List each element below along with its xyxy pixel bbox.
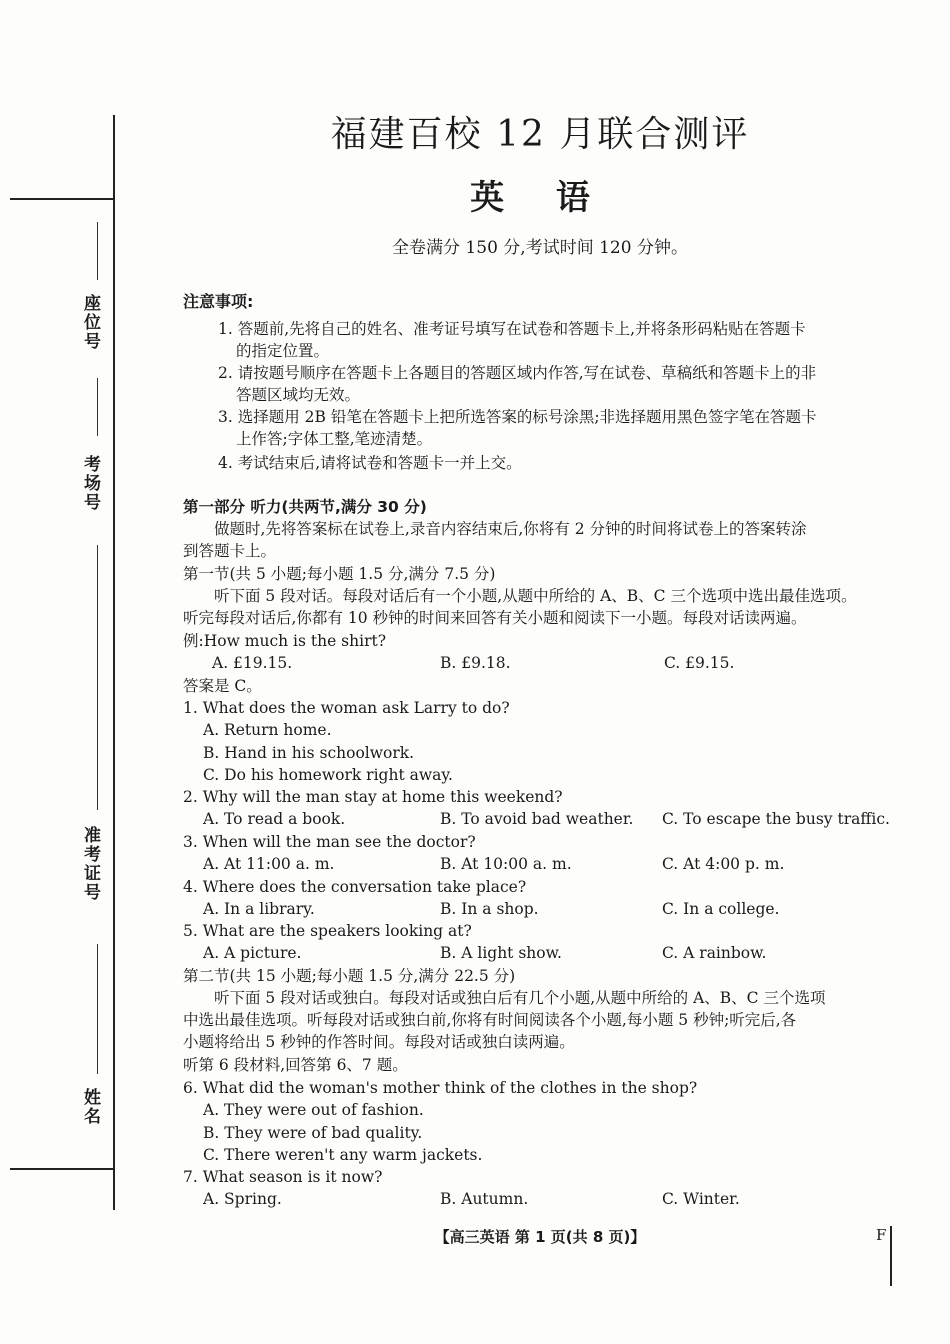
page-footer: 【高三英语 第 1 页(共 8 页)】: [434, 1228, 646, 1246]
section2-intro: 听下面 5 段对话或独白。每段对话或独白后有几个小题,从题中所给的 A、B、C 三个选项: [214, 989, 826, 1007]
exam-subject: 英 语: [470, 178, 610, 218]
option-a: A. Spring.: [203, 1190, 282, 1208]
notes-heading: 注意事项:: [183, 292, 254, 311]
option-a: A. At 11:00 a. m.: [203, 855, 335, 873]
option-b: B. At 10:00 a. m.: [440, 855, 572, 873]
right-edge-rule: [890, 1226, 892, 1286]
option-b: B. To avoid bad weather.: [440, 810, 634, 828]
part1-intro: 到答题卡上。: [183, 542, 277, 560]
question-stem: 1. What does the woman ask Larry to do?: [183, 699, 510, 717]
example-option-a: A. £19.15.: [212, 654, 293, 672]
option-c: C. A rainbow.: [662, 944, 767, 962]
exam-title: 福建百校 12 月联合测评: [330, 114, 750, 155]
option-c: C. To escape the busy traffic.: [662, 810, 890, 828]
section1-intro: 听完每段对话后,你都有 10 秒钟的时间来回答有关小题和阅读下一小题。每段对话读两遍。: [183, 609, 807, 627]
option-b: B. Hand in his schoolwork.: [203, 744, 415, 762]
option-a: A. They were out of fashion.: [203, 1101, 424, 1119]
note-item: 答题区域均无效。: [236, 386, 361, 404]
example-option-c: C. £9.15.: [664, 654, 735, 672]
section2-intro: 中选出最佳选项。听每段对话或独白前,你将有时间阅读各个小题,每小题 5 秒钟;听完后,各: [183, 1011, 797, 1029]
question-stem: 7. What season is it now?: [183, 1168, 383, 1186]
question-stem: 5. What are the speakers looking at?: [183, 922, 472, 940]
note-item: 的指定位置。: [236, 342, 330, 360]
note-item: 4. 考试结束后,请将试卷和答题卡一并上交。: [218, 454, 522, 472]
option-b: B. They were of bad quality.: [203, 1124, 423, 1142]
room-label: 考场号: [80, 455, 100, 512]
note-item: 上作答;字体工整,笔迹清楚。: [236, 430, 433, 448]
section2-intro: 小题将给出 5 秒钟的作答时间。每段对话或独白读两遍。: [183, 1033, 575, 1051]
option-c: C. At 4:00 p. m.: [662, 855, 785, 873]
part1-heading: 第一部分 听力(共两节,满分 30 分): [183, 498, 427, 516]
option-b: B. In a shop.: [440, 900, 539, 918]
option-c: C. Do his homework right away.: [203, 766, 453, 784]
option-c: C. Winter.: [662, 1190, 740, 1208]
part1-intro: 做题时,先将答案标在试卷上,录音内容结束后,你将有 2 分钟的时间将试卷上的答案转涂: [214, 520, 807, 538]
note-item: 3. 选择题用 2B 铅笔在答题卡上把所选答案的标号涂黑;非选择题用黑色签字笔在答题卡: [218, 408, 817, 426]
option-a: A. Return home.: [203, 721, 332, 739]
section1-intro: 听下面 5 段对话。每段对话后有一个小题,从题中所给的 A、B、C 三个选项中选出最佳选项。: [214, 587, 857, 605]
name-blank-line: [97, 944, 98, 1074]
margin-vertical-rule: [113, 115, 115, 1210]
example-answer: 答案是 C。: [183, 677, 262, 695]
ticket-blank-line: [97, 545, 98, 810]
ticket-label: 准考证号: [80, 826, 100, 902]
question-stem: 3. When will the man see the doctor?: [183, 833, 476, 851]
option-c: C. There weren't any warm jackets.: [203, 1146, 483, 1164]
option-b: B. A light show.: [440, 944, 562, 962]
section1-heading: 第一节(共 5 小题;每小题 1.5 分,满分 7.5 分): [183, 565, 496, 583]
room-blank-line: [97, 378, 98, 436]
example-option-b: B. £9.18.: [440, 654, 511, 672]
name-label: 姓名: [80, 1088, 100, 1126]
option-b: B. Autumn.: [440, 1190, 529, 1208]
option-a: A. In a library.: [203, 900, 315, 918]
question-stem: 6. What did the woman's mother think of the clothes in the shop?: [183, 1079, 698, 1097]
margin-bottom-rule: [10, 1168, 114, 1170]
section2-heading: 第二节(共 15 小题;每小题 1.5 分,满分 22.5 分): [183, 967, 516, 985]
question-stem: 4. Where does the conversation take place?: [183, 878, 527, 896]
exam-info: 全卷满分 150 分,考试时间 120 分钟。: [392, 238, 688, 258]
option-a: A. A picture.: [203, 944, 302, 962]
option-c: C. In a college.: [662, 900, 780, 918]
paper-code: F: [876, 1226, 887, 1244]
option-a: A. To read a book.: [203, 810, 346, 828]
note-item: 1. 答题前,先将自己的姓名、准考证号填写在试卷和答题卡上,并将条形码粘贴在答题卡: [218, 320, 806, 338]
example-question: 例:How much is the shirt?: [183, 632, 387, 650]
material-heading: 听第 6 段材料,回答第 6、7 题。: [183, 1056, 408, 1074]
seat-label: 座位号: [80, 294, 100, 351]
note-item: 2. 请按题号顺序在答题卡上各题目的答题区域内作答,写在试卷、草稿纸和答题卡上的非: [218, 364, 817, 382]
question-stem: 2. Why will the man stay at home this weekend?: [183, 788, 563, 806]
